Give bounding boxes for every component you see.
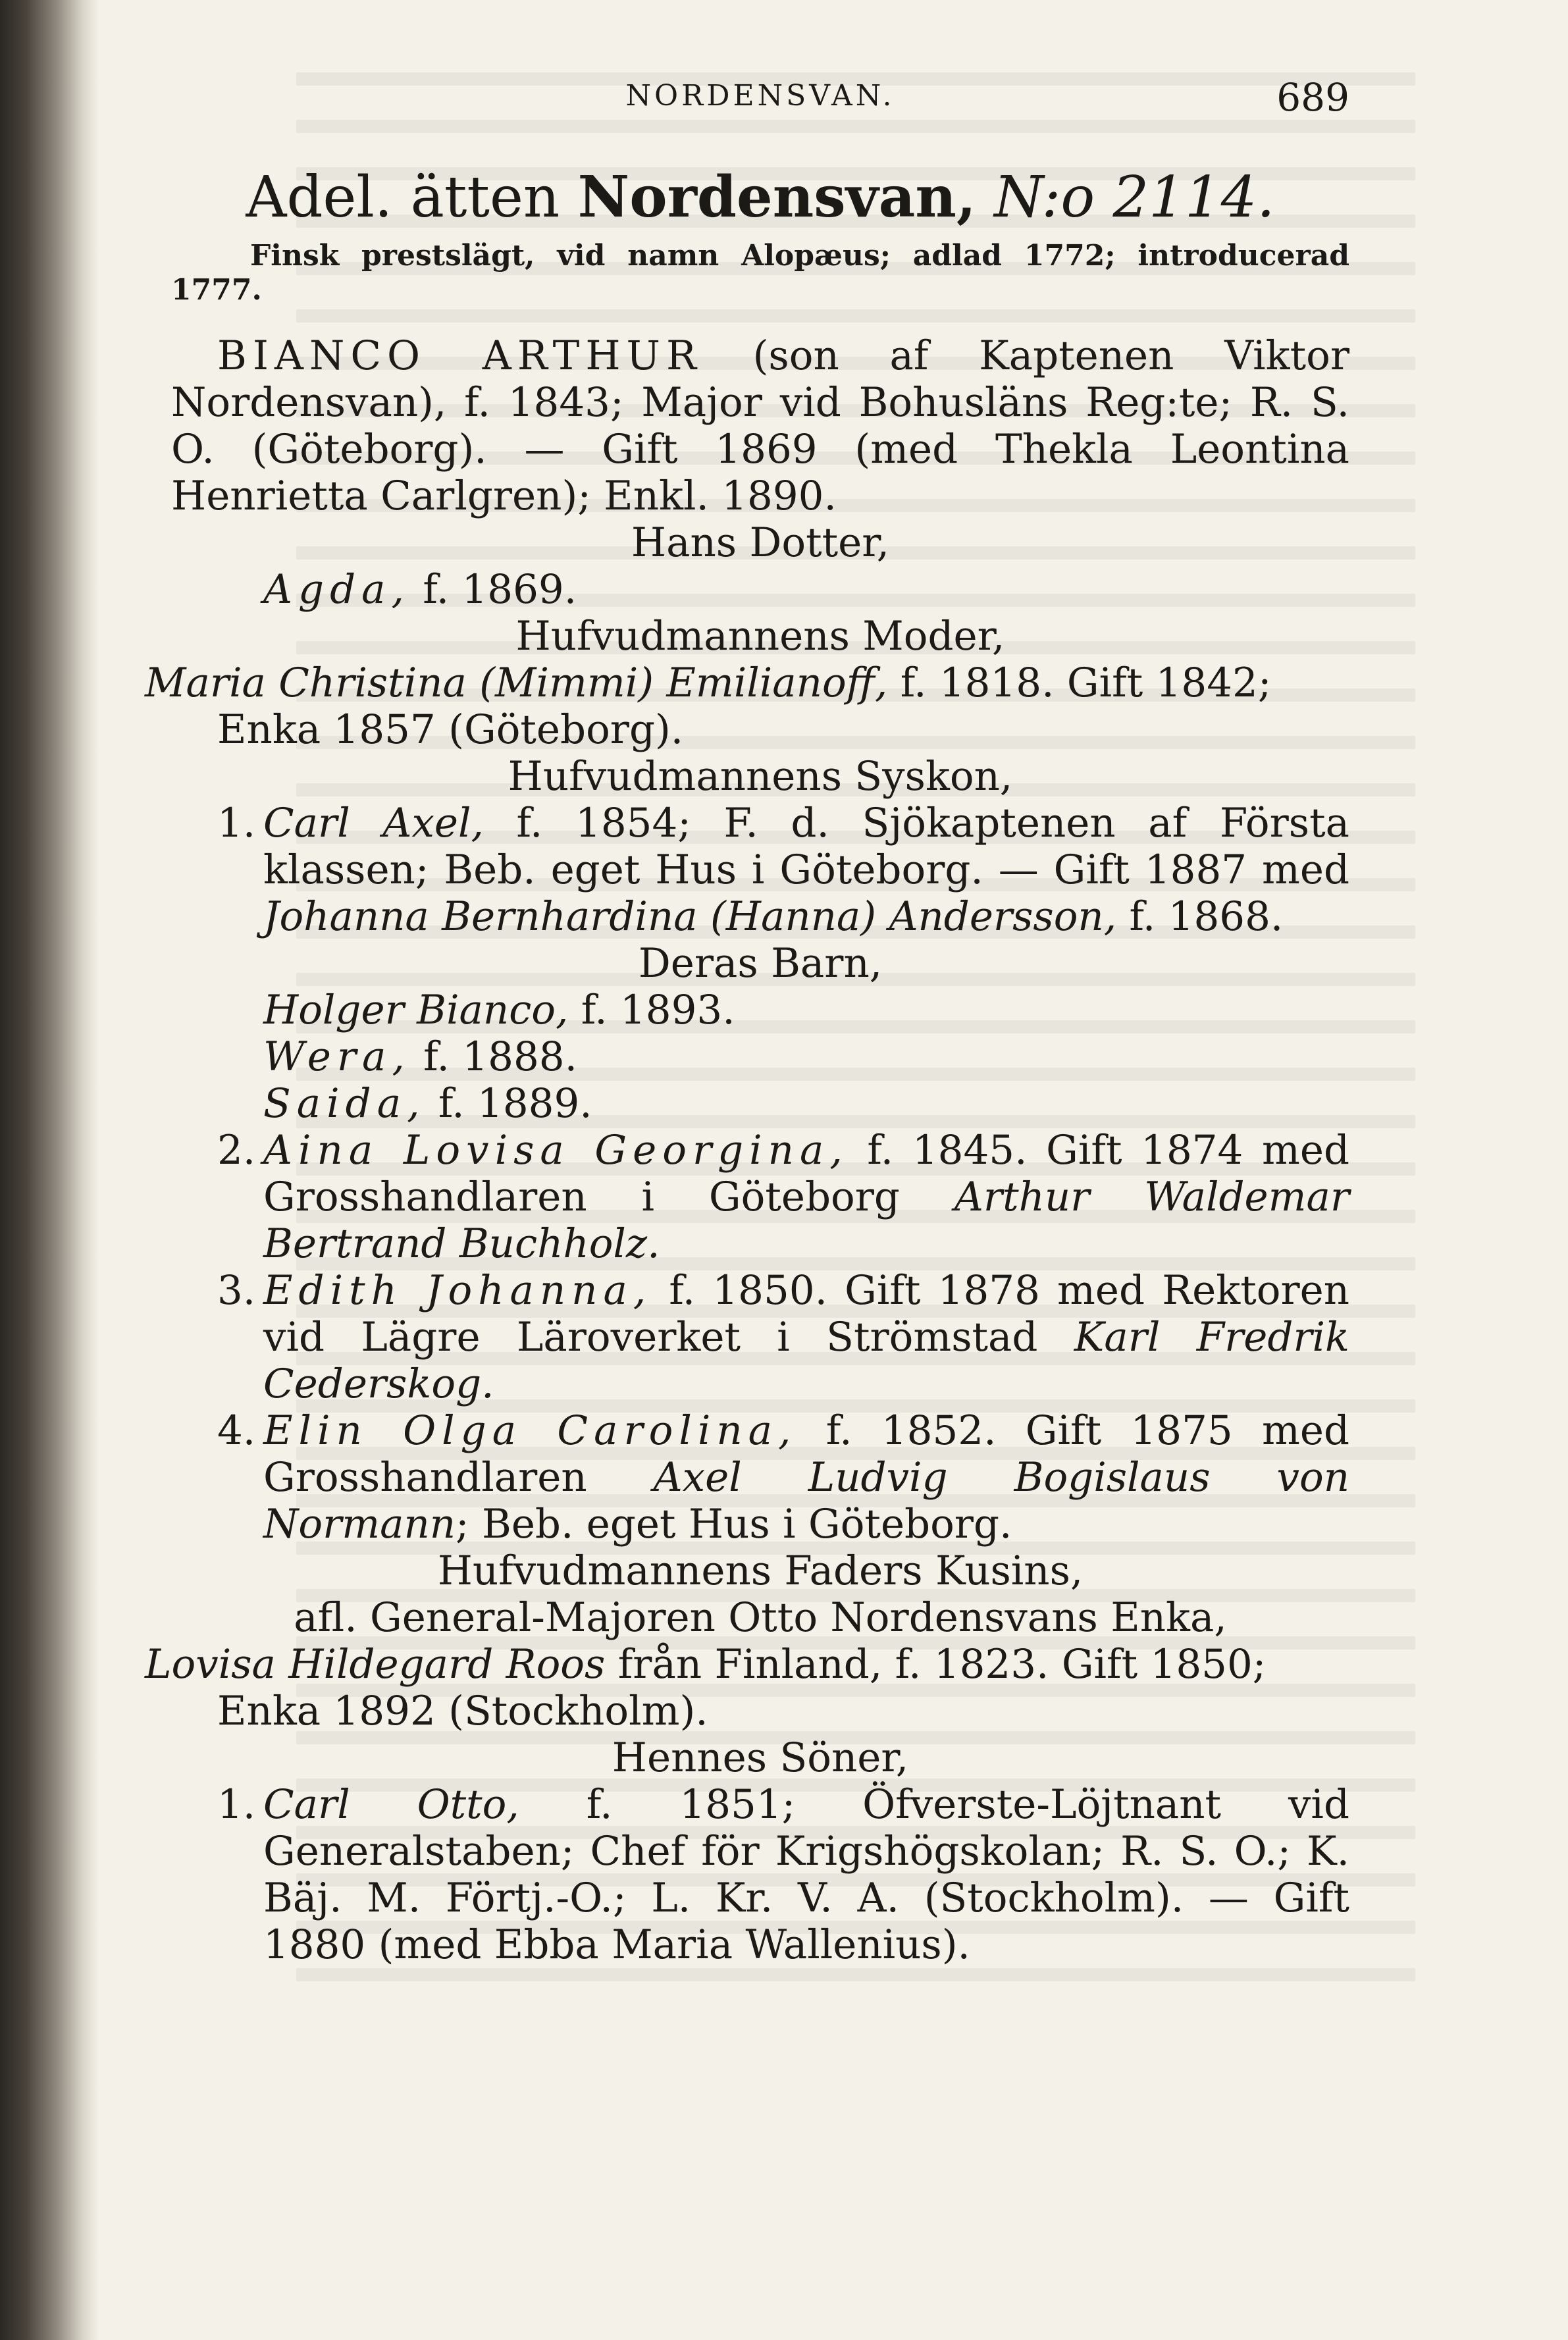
sibling-spouse: Axel Ludvig Bogislaus von Normann — [263, 1454, 1350, 1548]
sibling-spouse: Karl Fredrik Cederskog. — [263, 1314, 1350, 1408]
son-number: 1. — [217, 1781, 256, 1829]
son-entry — [171, 1781, 1349, 1968]
mother-text-2: Enka 1857 (Göteborg). — [217, 706, 684, 754]
widow-name: Lovisa Hildegard Roos — [145, 1641, 606, 1688]
sibling-entry — [171, 800, 1349, 940]
daughter-name: Agda, — [263, 566, 410, 613]
mother-name: Maria Christina (Mimmi) Emilianoff, — [145, 660, 888, 707]
mother-heading: Hufvudmannens Moder, — [515, 613, 1005, 660]
cousins-heading: Hufvudmannens Faders Kusins, — [437, 1547, 1084, 1595]
origin-note: Finsk prestslägt, vid namn Alopæus; adlad 1772; introducerad 1777. — [171, 239, 1349, 307]
child-name: Wera, — [263, 1033, 411, 1081]
child-text: f. 1889. — [438, 1080, 592, 1128]
sibling-spouse-text: f. 1868. — [1129, 893, 1284, 941]
sibling-entry — [171, 1407, 1349, 1547]
child-entry — [171, 987, 1349, 1033]
family-heading — [171, 164, 1349, 230]
son-text: f. 1851; Öfverste-Löjtnant vid Generalstaben; Chef för Krigshögskolan; R. S. O.; K. Bäj. M. Förtj.-O.; L. Kr. V. A. (Stockholm). — Gift 1880 (med Ebba Maria Wallenius). — [263, 1781, 1349, 1969]
sibling-text: f. 1845. Gift 1874 med Grosshandlaren i Göteborg — [263, 1127, 1350, 1221]
sibling-entry — [171, 1127, 1349, 1267]
mother-text: f. 1818. Gift 1842; — [900, 660, 1272, 707]
head-of-family-name: BIANCO ARTHUR — [217, 332, 702, 380]
sibling-spouse: Arthur Waldemar Bertrand Buchholz. — [263, 1174, 1349, 1268]
sibling-name: Elin Olga Carolina, — [263, 1407, 797, 1455]
sibling-text: f. 1850. Gift 1878 med Rektoren vid Lägre Läroverket i Strömstad — [263, 1267, 1349, 1361]
son-name: Carl Otto, — [263, 1781, 519, 1829]
sibling-name: Carl Axel, — [263, 800, 484, 847]
sons-heading: Hennes Söner, — [612, 1734, 909, 1782]
sibling-name: Edith Johanna, — [263, 1267, 652, 1314]
running-title: NORDENSVAN. — [625, 79, 895, 113]
head-of-family-text: (son af Kaptenen Viktor Nordensvan), f. 1843; Major vid Bohusläns Reg:te; R. S. O. (Göteborg). — Gift 1869 (med Thekla Leontina Henrietta Carlgren); Enkl. 1890. — [171, 332, 1349, 520]
sibling-entry — [171, 1267, 1349, 1407]
children-heading: Deras Barn, — [638, 940, 883, 987]
sibling-number: 4. — [217, 1407, 256, 1455]
widow-text-2: Enka 1892 (Stockholm). — [217, 1688, 708, 1735]
running-header — [171, 75, 1349, 132]
page-text — [145, 75, 1350, 1969]
daughter-heading: Hans Dotter, — [631, 519, 890, 567]
child-text: f. 1893. — [581, 987, 735, 1034]
sibling-number: 2. — [217, 1127, 256, 1174]
head-of-family-entry — [171, 332, 1349, 519]
family-name: Nordensvan, — [577, 164, 976, 230]
child-entry — [171, 1033, 1349, 1080]
sibling-text-2: ; Beb. eget Hus i Göteborg. — [456, 1501, 1012, 1548]
widow-entry — [145, 1641, 1349, 1735]
daughter-entry — [171, 566, 1349, 613]
sibling-number: 3. — [217, 1267, 256, 1314]
genealogy-body — [145, 332, 1350, 1969]
sibling-text: f. 1854; F. d. Sjökaptenen af Första klassen; Beb. eget Hus i Göteborg. — Gift 1887 med — [263, 800, 1349, 894]
cousins-intro: afl. General-Majoren Otto Nordensvans Enka, — [294, 1594, 1227, 1642]
mother-entry — [145, 660, 1349, 754]
siblings-heading: Hufvudmannens Syskon, — [508, 753, 1013, 800]
page-number: 689 — [1276, 75, 1349, 120]
family-number: N:o 2114. — [994, 165, 1275, 230]
sibling-number: 1. — [217, 800, 256, 847]
sibling-text: f. 1852. Gift 1875 med Grosshandlaren — [263, 1407, 1350, 1501]
book-spine-shadow — [0, 0, 99, 2340]
widow-text: från Finland, f. 1823. Gift 1850; — [617, 1641, 1267, 1688]
child-name: Saida, — [263, 1080, 426, 1128]
child-text: f. 1888. — [423, 1033, 577, 1081]
sibling-name: Aina Lovisa Georgina, — [263, 1127, 849, 1174]
sibling-spouse: Johanna Bernhardina (Hanna) Andersson, — [263, 893, 1117, 941]
heading-prefix: Adel. ätten — [246, 165, 560, 230]
daughter-text: f. 1869. — [423, 566, 577, 613]
child-entry — [171, 1080, 1349, 1127]
child-name: Holger Bianco, — [263, 987, 569, 1034]
